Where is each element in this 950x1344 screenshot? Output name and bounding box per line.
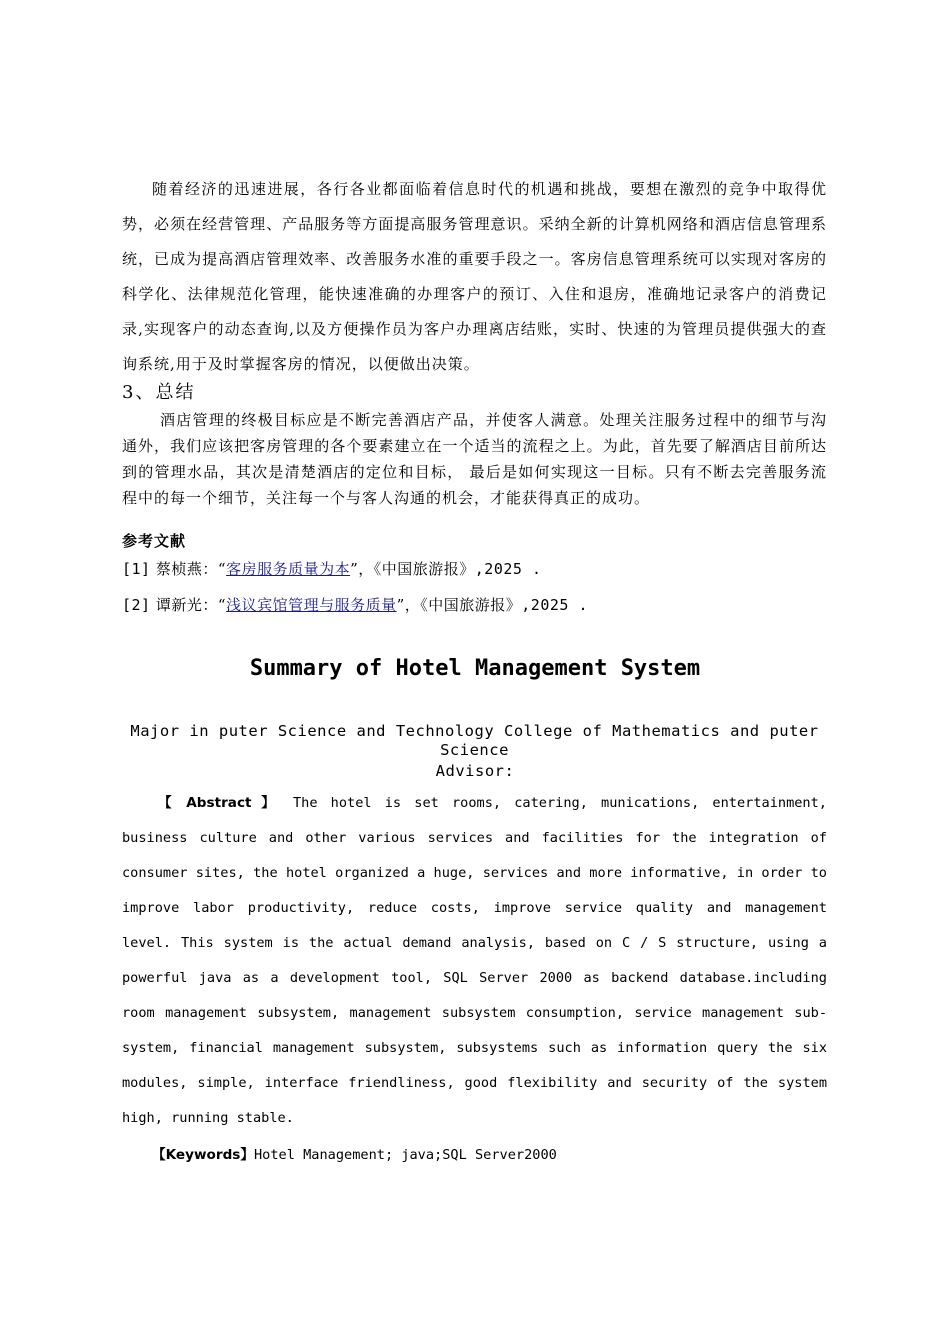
abstract-text: The hotel is set rooms, catering, munications, entertainment, business culture and other various services and facilities for the integration of consumer sites, the hotel organized a huge, services and more informative, in order to improve labor productivity, reduce costs, improve service quality and management level. This system is the actual demand analysis, based on C / S structure, using a powerful java as a development tool, SQL Server 2000 as backend database.including room management subsystem, management subsystem consumption, service management sub-system, financial management subsystem, subsystems such as information query the six modules, simple, interface friendliness, good flexibility and security of the system high, running stable. [122,795,827,1126]
reference-number: [1] [122,560,151,578]
reference-source: ，《中国旅游报》 [358,560,475,578]
english-title: Summary of Hotel Management System [249,656,701,681]
reference-link[interactable]: 客房服务质量为本 [226,560,351,578]
reference-open-quote: “ [217,596,227,614]
references-title: 参考文献 [122,532,187,550]
reference-author: 蔡桢燕： [155,560,218,578]
reference-link[interactable]: 浅议宾馆管理与服务质量 [226,596,397,614]
reference-author: 谭新光： [155,596,218,614]
keywords-label: 【Keywords】 [152,1147,254,1163]
reference-source: ，《中国旅游报》 [404,596,522,614]
reference-item-1 [122,558,541,579]
keywords-line [152,1143,557,1163]
reference-open-quote: “ [217,560,227,578]
advisor-line: Advisor: [435,762,515,780]
summary-paragraph: 酒店管理的终极目标应是不断完善酒店产品，并使客人满意。处理关注服务过程中的细节与沟通外，我们应该把客房管理的各个要素建立在一个适当的流程之上。为此，首先要了解酒店目前所达到的管理水品，其次是清楚酒店的定位和目标， 最后是如何实现这一目标。只有不断去完善服务流程中的每一个细节，关注每一个与客人沟通的机会，才能获得真正的成功。 [122,411,827,507]
reference-item-2 [122,594,588,615]
intro-paragraph: 随着经济的迅速进展，各行各业都面临着信息时代的机遇和挑战，要想在激烈的竞争中取得优势，必须在经营管理、产品服务等方面提高服务管理意识。采纳全新的计算机网络和酒店信息管理系统，已成为提高酒店管理效率、改善服务水准的重要手段之一。客房信息管理系统可以实现对客房的科学化、法律规范化管理，能快速准确的办理客户的预订、入住和退房，准确地记录客户的消费记录,实现客户的动态查询,以及方便操作员为客户办理离店结账，实时、快速的为管理员提供强大的查询系统,用于及时掌握客房的情况，以便做出决策。 [122,180,827,373]
reference-year: ,2025 . [474,560,542,578]
abstract-paragraph [122,786,827,1136]
keywords-text: Hotel Management; java;SQL Server2000 [254,1147,557,1163]
reference-close-quote: ” [396,596,405,614]
major-line: Major in puter Science and Technology College of Mathematics and puter Science [130,722,819,759]
section-heading-summary: 3、总结 [122,382,196,403]
reference-close-quote: ” [350,560,359,578]
reference-number: [2] [122,596,151,614]
reference-year: ,2025 . [521,596,588,614]
abstract-label: 【 Abstract 】 [158,795,280,811]
